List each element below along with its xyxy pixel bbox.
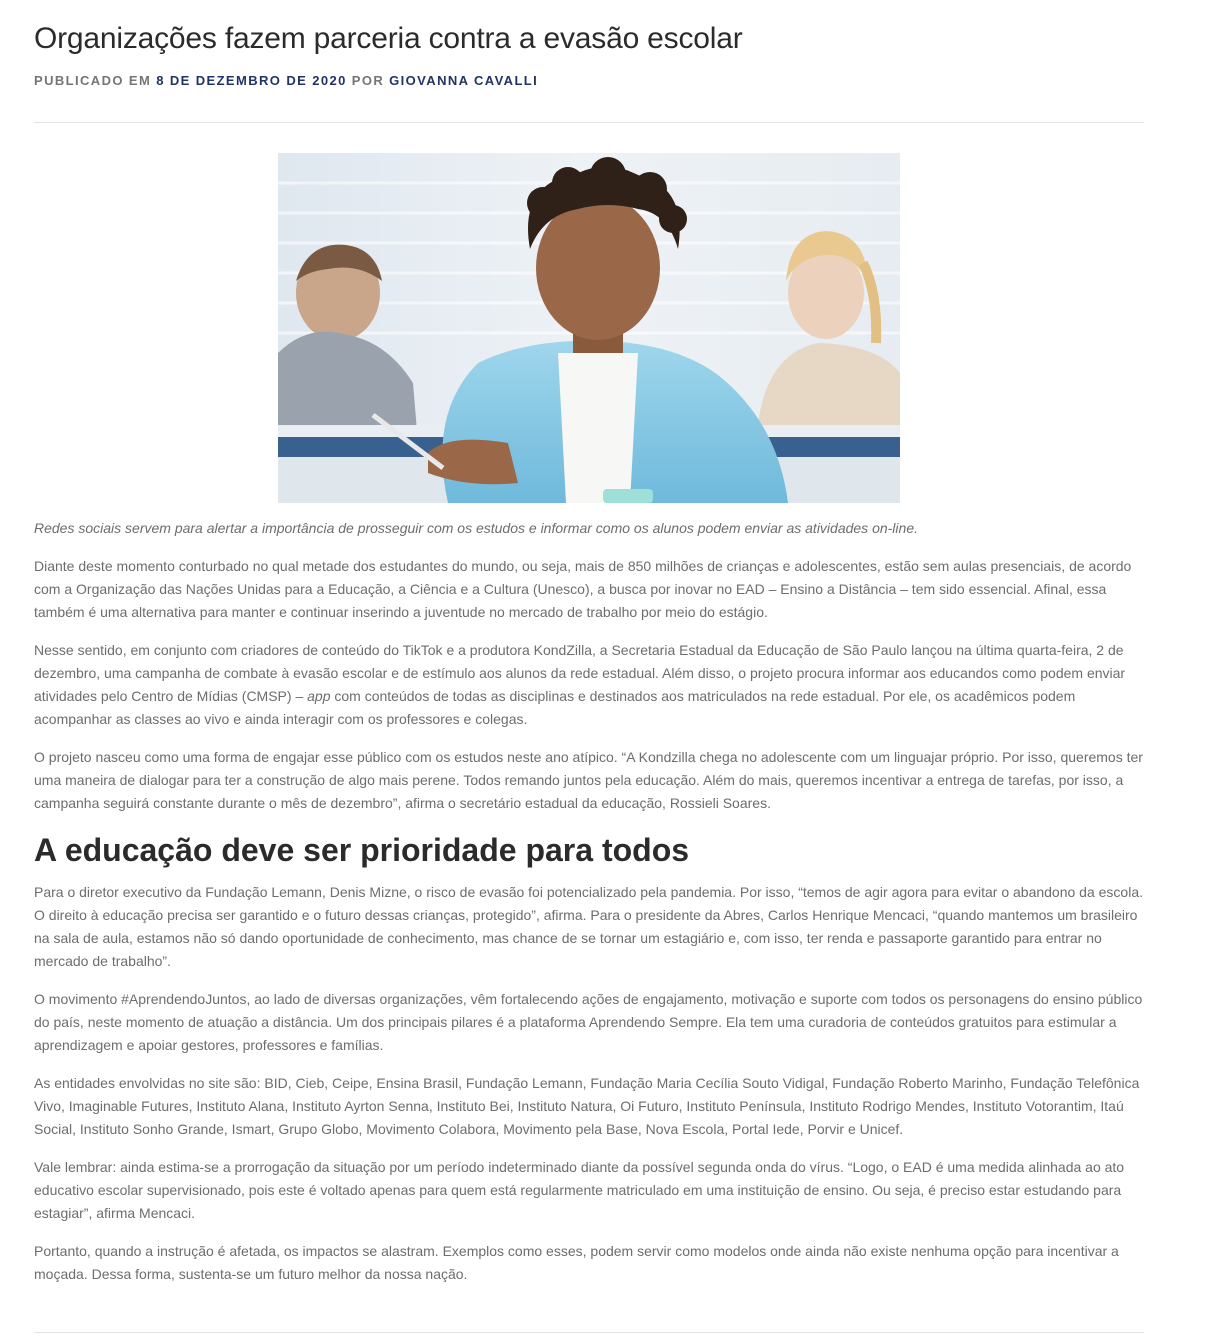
paragraph: O movimento #AprendendoJuntos, ao lado de diversas organizações, vêm fortalecendo ações de engajamento, motivação e suporte com todos os personagens do ensino público do país, neste momento de atuação a distância. Um dos principais pilares é a plataforma Aprendendo Sempre. Ela tem uma curadoria de conteúdos gratuitos para estimular a aprendizagem e apoiar gestores, professores e famílias. (34, 991, 1143, 1053)
article-title: Organizações fazem parceria contra a evasão escolar (34, 22, 743, 55)
emphasis-app: app (307, 688, 331, 704)
paragraph: As entidades envolvidas no site são: BID, Cieb, Ceipe, Ensina Brasil, Fundação Lemann, Fundação Maria Cecília Souto Vidigal, Fundação Roberto Marinho, Fundação Telefônica Vivo, Imaginable Futures, Instituto Alana, Instituto Ayrton Senna, Instituto Bei, Instituto Natura, Oi Futuro, Instituto Península, Instituto Rodrigo Mendes, Instituto Votorantim, Itaú Social, Instituto Sonho Grande, Ismart, Grupo Globo, Movimento Colabora, Movimento pela Base, Nova Escola, Portal Iede, Porvir e Unicef. (34, 1075, 1140, 1137)
featured-image (278, 153, 900, 503)
paragraph: Vale lembrar: ainda estima-se a prorrogação da situação por um período indeterminado diante da possível segunda onda do vírus. “Logo, o EAD é uma medida alinhada ao ato educativo escolar supervisionado, pois este é voltado apenas para quem está regularmente matriculado em uma instituição de ensino. Ou seja, é preciso estar estudando para estagiar”, afirma Mencaci. (34, 1159, 1125, 1221)
section-heading: A educação deve ser prioridade para todos (34, 832, 690, 868)
paragraph: Para o diretor executivo da Fundação Lemann, Denis Mizne, o risco de evasão foi potencializado pela pandemia. Por isso, “temos de agir agora para evitar o abandono da escola. O direito à educação precisa ser garantido e o futuro dessas crianças, protegido”, afirma. Para o presidente da Abres, Carlos Henrique Mencaci, “quando mantemos um brasileiro na sala de aula, estamos não só dando oportunidade de conhecimento, mas chance de se tornar um estagiário e, com isso, ter renda e passaporte garantido para entrar no mercado de trabalho”. (34, 884, 1143, 969)
by-label: POR (351, 73, 385, 88)
post-date-link[interactable]: 8 DE DEZEMBRO DE 2020 (156, 73, 347, 88)
author-link[interactable]: GIOVANNA CAVALLI (389, 73, 539, 88)
article-body (34, 555, 1144, 1301)
paragraph-text: com conteúdos de todas as disciplinas e destinados aos matriculados na rede estadual. Por ele, os acadêmicos podem acompanhar as classes ao vivo e ainda interagir com os professores e colegas. (34, 688, 1076, 727)
published-label: PUBLICADO EM (34, 73, 152, 88)
paragraph (34, 639, 1144, 731)
paragraph: Portanto, quando a instrução é afetada, os impactos se alastram. Exemplos como esses, podem servir como modelos onde ainda não existe nenhuma opção para incentivar a moçada. Dessa forma, sustenta-se um futuro melhor da nossa nação. (34, 1243, 1119, 1282)
image-caption: Redes sociais servem para alertar a importância de prosseguir com os estudos e informar como os alunos podem enviar as atividades on-line. (34, 520, 918, 536)
classroom-photo (278, 153, 900, 503)
post-meta (34, 73, 538, 88)
paragraph: Diante deste momento conturbado no qual metade dos estudantes do mundo, ou seja, mais de 850 milhões de crianças e adolescentes, estão sem aulas presenciais, de acordo com a Organização das Nações Unidas para a Educação, a Ciência e a Cultura (Unesco), a busca por inovar no EAD – Ensino a Distância – tem sido essencial. Afinal, essa também é uma alternativa para manter e continuar inserindo a juventude no mercado de trabalho por meio do estágio. (34, 558, 1132, 620)
paragraph: O projeto nasceu como uma forma de engajar esse público com os estudos neste ano atípico. “A Kondzilla chega no adolescente com um linguajar próprio. Por isso, queremos ter uma maneira de dialogar para ter a construção de algo mais perene. Todos remando juntos pela educação. Além do mais, queremos incentivar a entrega de tarefas, por isso, a campanha seguirá constante durante o mês de dezembro”, afirma o secretário estadual da educação, Rossieli Soares. (34, 749, 1143, 811)
footer-divider (34, 1332, 1144, 1333)
paragraph-text: Nesse sentido, em conjunto com criadores de conteúdo do TikTok e a produtora KondZilla, a Secretaria Estadual da Educação de São Paulo lançou na última quarta-feira, 2 de dezembro, uma campanha de combate à evasão escolar e de estímulo aos alunos da rede estadual. Além disso, o projeto procura informar aos educandos como podem enviar atividades pelo Centro de Mídias (CMSP) – (34, 642, 1126, 704)
header-divider (34, 122, 1144, 123)
